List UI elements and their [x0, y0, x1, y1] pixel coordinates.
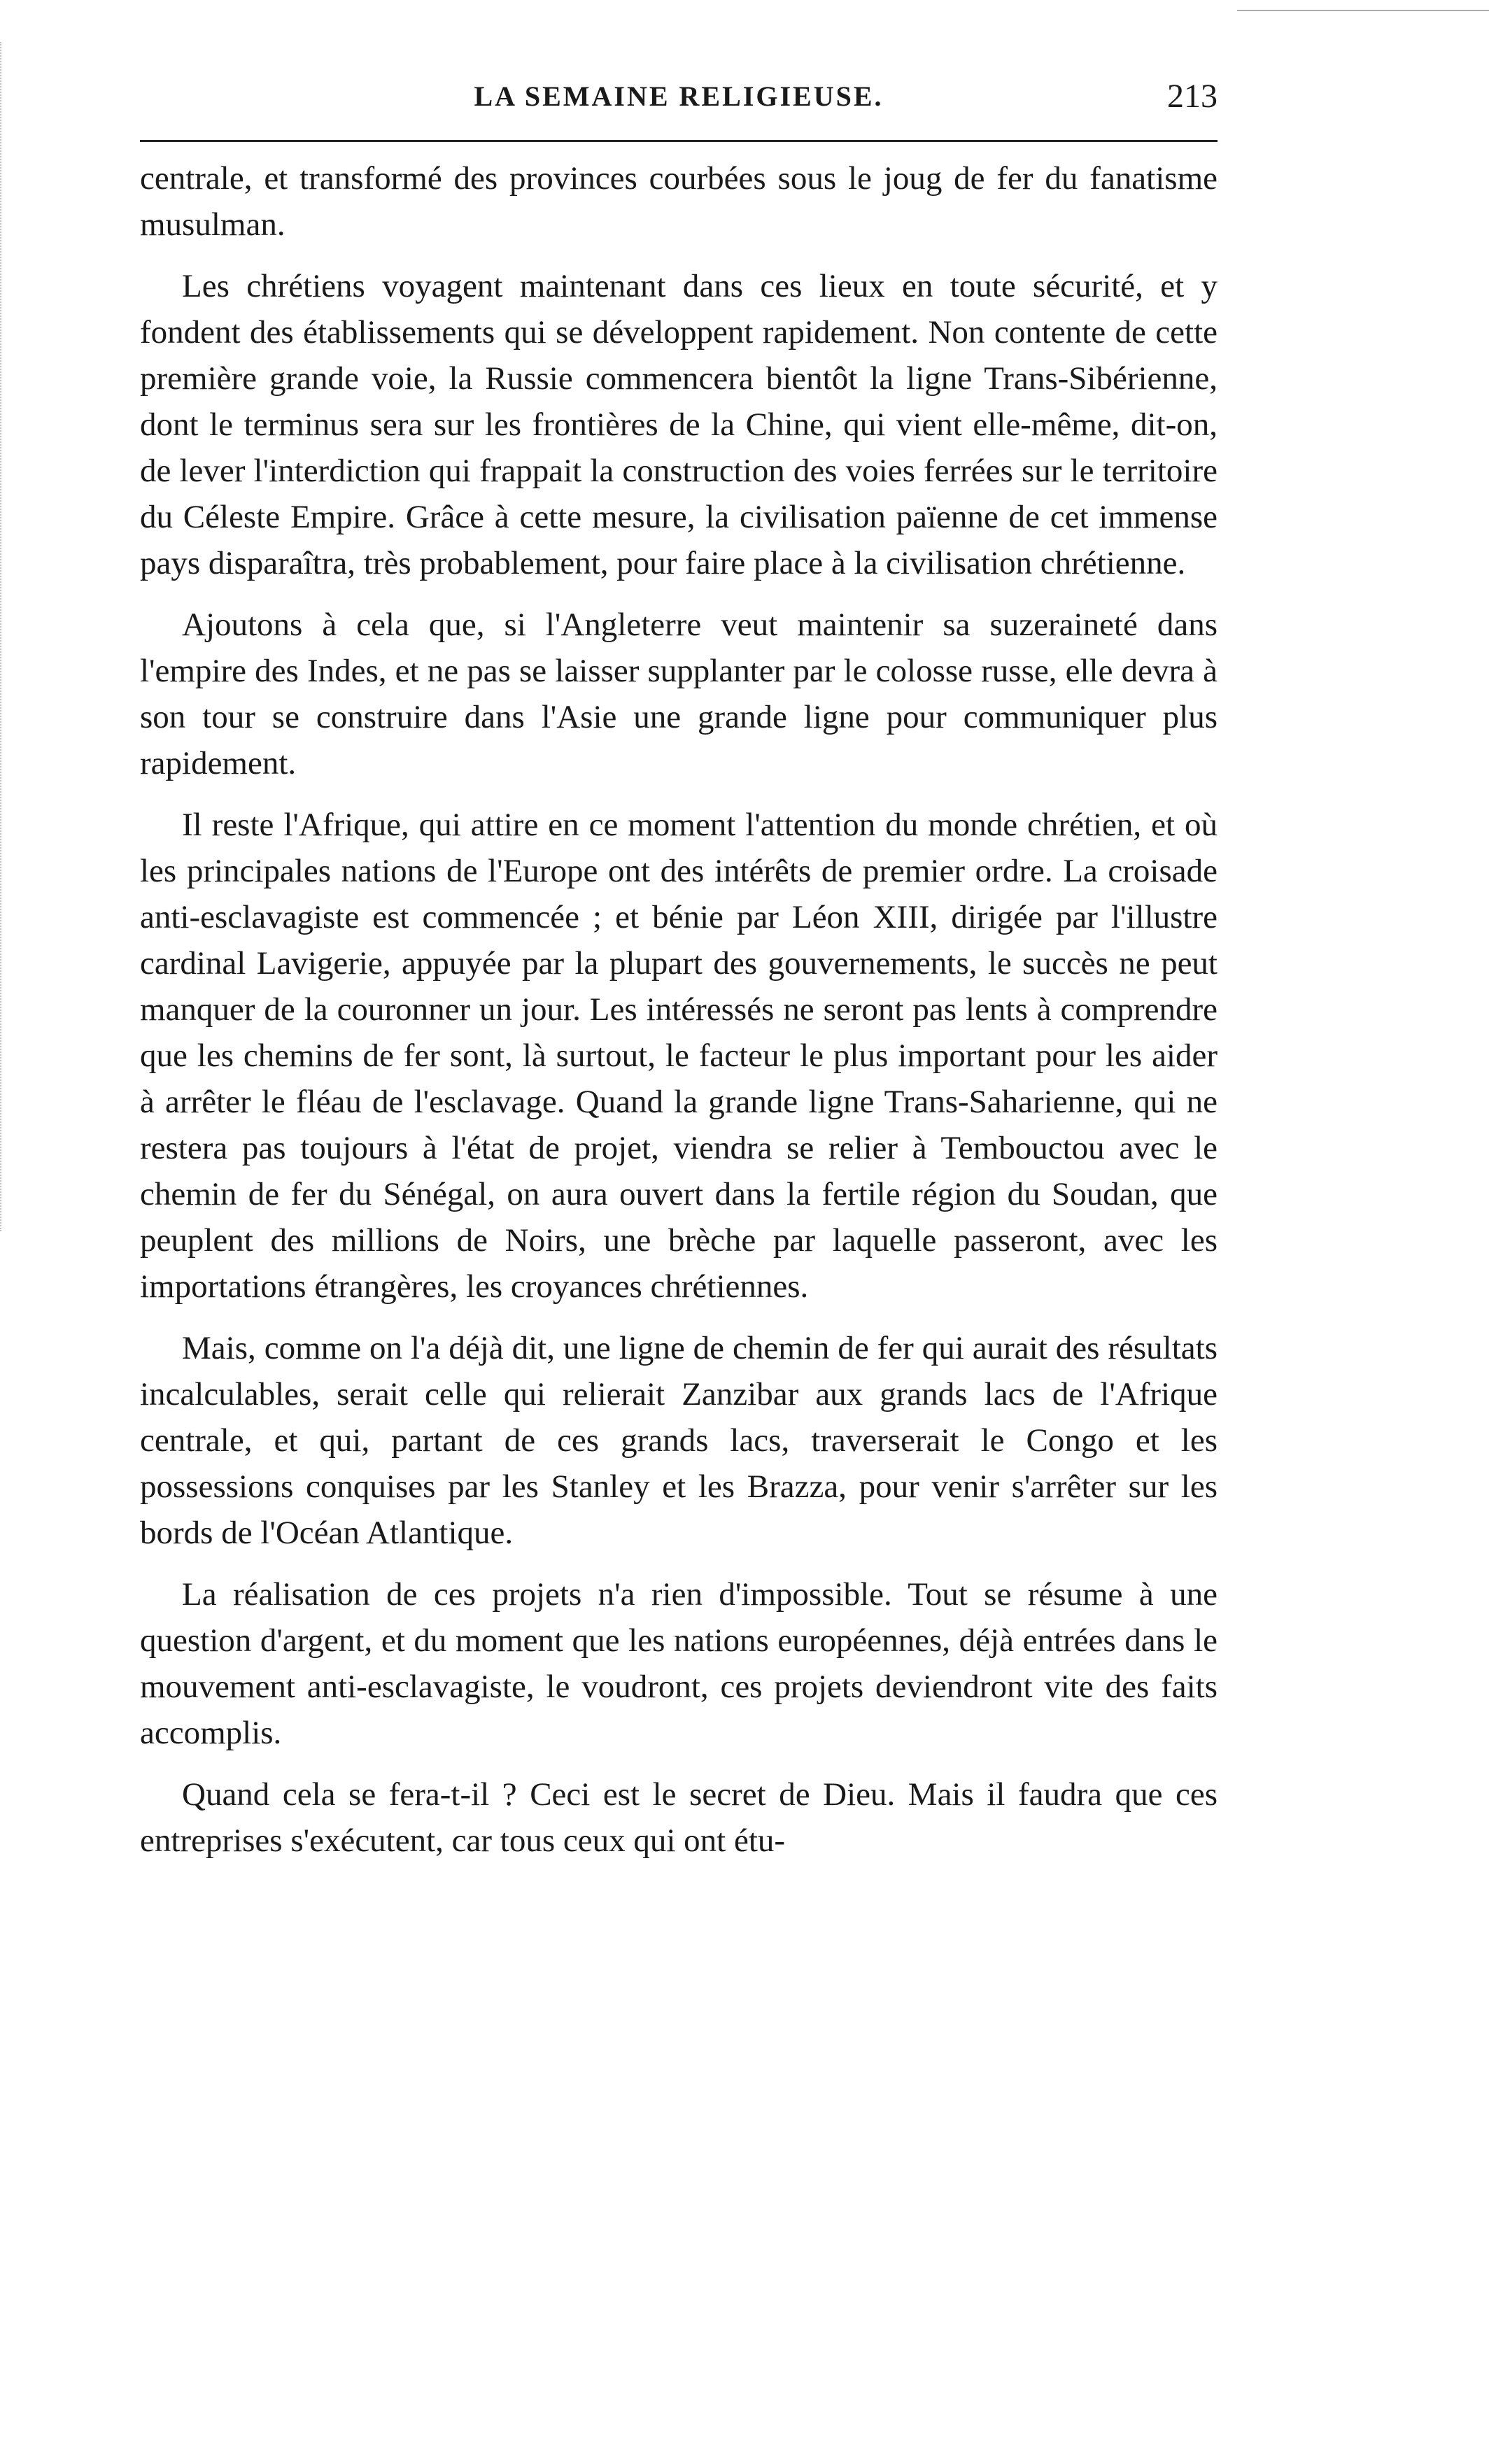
scan-artifact-line [1237, 10, 1489, 11]
paragraph: Mais, comme on l'a déjà dit, une ligne de chemin de fer qui aurait des résultats incalculables, serait celle qui relierait Zanzibar aux grands lacs de l'Afrique centrale, et qui, partant de ces grands lacs, traverserait le Congo et les possessions conquises par les Stanley et les Brazza, pour venir s'arrêter sur les bords de l'Océan Atlantique. [140, 1330, 1218, 1551]
paragraph: La réalisation de ces projets n'a rien d'impossible. Tout se résume à une question d'argent, et du moment que les nations européennes, déjà entrées dans le mouvement anti-esclavagiste, le voudront, ces projets deviendront vite des faits accomplis. [140, 1576, 1218, 1751]
paragraph: Les chrétiens voyagent maintenant dans ces lieux en toute sécurité, et y fondent des établissements qui se développent rapidement. Non contente de cette première grande voie, la Russie commencera bientôt la ligne Trans-Sibérienne, dont le terminus sera sur les frontières de la Chine, qui vient elle-même, dit-on, de lever l'interdiction qui frappait la construction des voies ferrées sur le territoire du Céleste Empire. Grâce à cette mesure, la civilisation païenne de cet immense pays disparaîtra, très probablement, pour faire place à la civilisation chrétienne. [140, 268, 1218, 581]
header-rule [140, 140, 1218, 142]
paragraph: Ajoutons à cela que, si l'Angleterre veut maintenir sa suzeraineté dans l'empire des Indes, et ne pas se laisser supplanter par le colosse russe, elle devra à son tour se construire dans l'Asie une grande ligne pour communiquer plus rapidement. [140, 607, 1218, 781]
paragraph: Quand cela se fera-t-il ? Ceci est le secret de Dieu. Mais il faudra que ces entreprises s'exécutent, car tous ceux qui ont étu- [140, 1776, 1218, 1859]
scan-margin-marks [0, 42, 29, 1231]
page-number: 213 [1167, 78, 1218, 115]
body-text [140, 155, 1218, 1879]
paragraph-continued: centrale, et transformé des provinces courbées sous le joug de fer du fanatisme musulman. [140, 160, 1218, 243]
running-head: LA SEMAINE RELIGIEUSE. [474, 80, 884, 112]
paragraph: Il reste l'Afrique, qui attire en ce moment l'attention du monde chrétien, et où les principales nations de l'Europe ont des intérêts de premier ordre. La croisade anti-esclavagiste est commencée ; et bénie par Léon XIII, dirigée par l'illustre cardinal Lavigerie, appuyée par la plupart des gouvernements, le succès ne peut manquer de la couronner un jour. Les intéressés ne seront pas lents à comprendre que les chemins de fer sont, là surtout, le facteur le plus important pour les aider à arrêter le fléau de l'esclavage. Quand la grande ligne Trans-Saharienne, qui ne restera pas toujours à l'état de projet, viendra se relier à Tembouctou avec le chemin de fer du Sénégal, on aura ouvert dans la fertile région du Soudan, que peuplent des millions de Noirs, une brèche par laquelle passeront, avec les importations étrangères, les croyances chrétiennes. [140, 807, 1218, 1305]
page-header [140, 76, 1218, 132]
